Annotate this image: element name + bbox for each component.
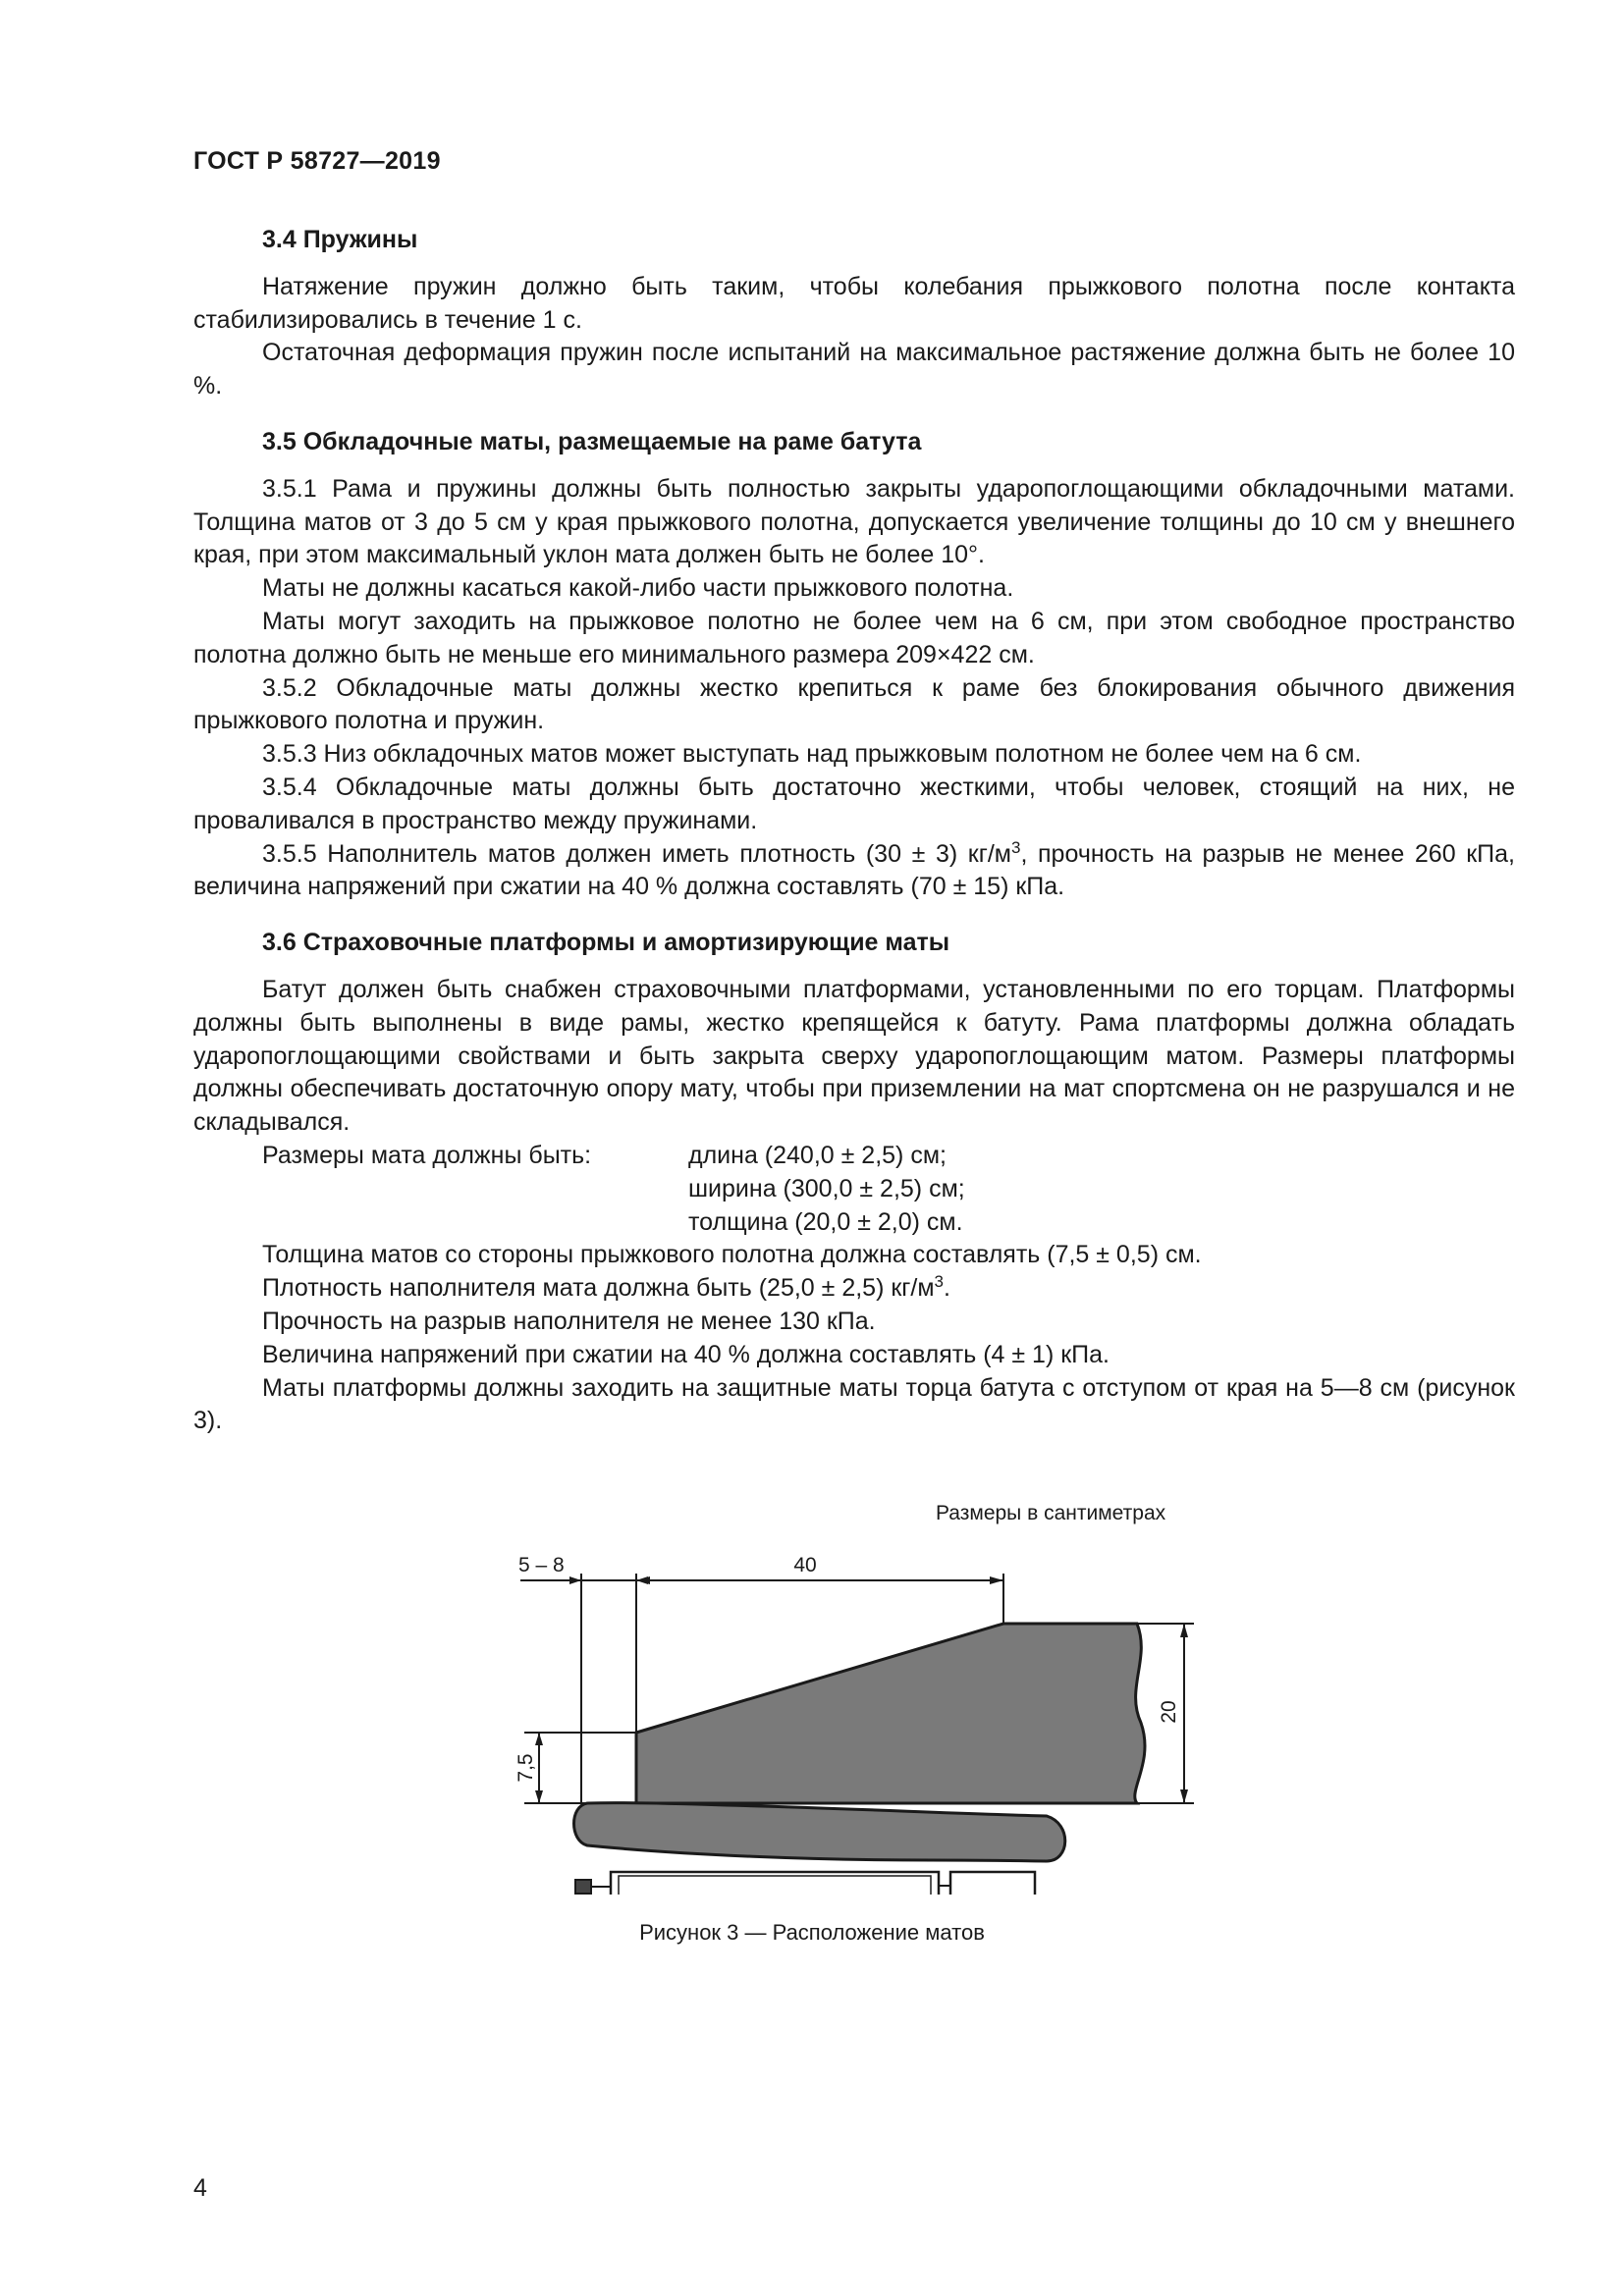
document-header: ГОСТ Р 58727—2019 xyxy=(193,147,441,175)
section-3-5-paragraph-5: 3.5.3 Низ обкладочных матов может выступать над прыжковым полотном не более чем на 6 см. xyxy=(262,740,1362,769)
section-3-4-paragraph-1: Натяжение пружин должно быть таким, чтобы колебания прыжкового полотна после контакта стабилизировались в течение 1 с. xyxy=(193,272,1515,334)
section-3-5-paragraph-1: 3.5.1 Рама и пружины должны быть полностью закрыты ударопоглощающими обкладочными матами. Толщина матов от 3 до 5 см у края прыжкового полотна, допускается увеличение толщины до 10 см у внешнего края, при этом максимальный уклон мата должен быть не более 10°. xyxy=(193,474,1515,569)
mat-size-thickness: толщина (20,0 ± 2,0) см. xyxy=(688,1207,963,1236)
figure-units-note: Размеры в сантиметрах xyxy=(936,1502,1166,1524)
protective-mat xyxy=(574,1803,1065,1861)
mat-size-width: ширина (300,0 ± 2,5) см; xyxy=(688,1174,965,1202)
page-number: 4 xyxy=(193,2174,207,2202)
platform-mat xyxy=(636,1624,1145,1803)
dim-label-edge: 7,5 xyxy=(514,1753,537,1783)
dim-label-offset: 5 – 8 xyxy=(518,1554,565,1576)
arrow-height-top xyxy=(1180,1624,1188,1637)
section-3-5-paragraph-2: Маты не должны касаться какой-либо части прыжкового полотна. xyxy=(262,574,1014,603)
arrow-length-left xyxy=(636,1576,650,1584)
section-3-5-paragraph-7 xyxy=(193,838,1515,905)
section-3-4-title: 3.4 Пружины xyxy=(262,226,418,253)
section-3-6-paragraph-5: Величина напряжений при сжатии на 40 % должна составлять (4 ± 1) кПа. xyxy=(262,1340,1110,1368)
cubic-superscript: 3 xyxy=(1010,837,1021,857)
mat-sizes-values xyxy=(688,1140,965,1239)
arrow-offset-right xyxy=(569,1576,581,1584)
document-body xyxy=(193,224,1515,1438)
mat-density-text: Плотность наполнителя мата должна быть (25,0 ± 2,5) кг/м xyxy=(262,1274,935,1303)
arrow-edge-top xyxy=(535,1733,543,1745)
section-3-5-paragraph-4: 3.5.2 Обкладочные маты должны жестко крепиться к раме без блокирования обычного движения прыжкового полотна и пружин. xyxy=(193,673,1515,735)
arrow-edge-bottom xyxy=(535,1790,543,1803)
dim-label-length: 40 xyxy=(793,1554,817,1576)
cubic-superscript: 3 xyxy=(934,1272,945,1292)
dim-label-height: 20 xyxy=(1158,1700,1180,1724)
filler-strength-text: , прочность на разрыв не менее 260 кПа, величина напряжений при сжатии на 40 % должна составлять (70 ± 15) кПа. xyxy=(193,839,1515,901)
mat-size-length: длина (240,0 ± 2,5) см; xyxy=(688,1141,947,1169)
mat-density-end: . xyxy=(944,1274,950,1303)
section-3-6-paragraph-1: Батут должен быть снабжен страховочными платформами, установленными по его торцам. Платформы должны быть выполнены в виде рамы, жестко крепящейся к батуту. Рама платформы должна обладать ударопоглощающими свойствами и быть закрыта сверху ударопоглощающим матом. Размеры платформы должны обеспечивать достаточную опору мату, чтобы при приземлении на мат спортсмена он не разрушался и не складывался. xyxy=(193,975,1515,1137)
arrow-length-right xyxy=(990,1576,1003,1584)
section-3-6-paragraph-4: Прочность на разрыв наполнителя не менее 130 кПа. xyxy=(262,1307,876,1335)
mat-layout-figure xyxy=(491,1522,1218,1895)
arrow-height-bottom xyxy=(1180,1789,1188,1803)
filler-density-text: 3.5.5 Наполнитель матов должен иметь плотность (30 ± 3) кг/м xyxy=(262,839,1011,868)
section-3-5-title: 3.5 Обкладочные маты, размещаемые на раме батута xyxy=(262,427,922,455)
mat-sizes-block xyxy=(193,1140,1515,1239)
section-3-6-paragraph-3 xyxy=(193,1272,1515,1306)
section-3-6-paragraph-6: Маты платформы должны заходить на защитные маты торца батута с отступом от края на 5—8 см (рисунок 3). xyxy=(193,1373,1515,1435)
section-3-6-paragraph-2: Толщина матов со стороны прыжкового полотна должна составлять (7,5 ± 0,5) см. xyxy=(262,1241,1202,1269)
section-3-5-paragraph-6: 3.5.4 Обкладочные маты должны быть достаточно жесткими, чтобы человек, стоящий на них, не проваливался в пространство между пружинами. xyxy=(193,773,1515,834)
frame-bar-inner xyxy=(619,1876,931,1895)
section-3-4-paragraph-2: Остаточная деформация пружин после испытаний на максимальное растяжение должна быть не более 10 %. xyxy=(193,339,1515,400)
section-3-5-paragraph-3: Маты могут заходить на прыжковое полотно не более чем на 6 см, при этом свободное пространство полотна должно быть не меньше его минимального размера 209×422 см. xyxy=(193,607,1515,668)
frame-block xyxy=(950,1872,1035,1895)
figure-caption: Рисунок 3 — Расположение матов xyxy=(639,1920,985,1945)
section-3-6-title: 3.6 Страховочные платформы и амортизирующие маты xyxy=(262,929,950,957)
frame-end-cap xyxy=(575,1880,591,1894)
mat-sizes-label: Размеры мата должны быть: xyxy=(262,1141,592,1169)
